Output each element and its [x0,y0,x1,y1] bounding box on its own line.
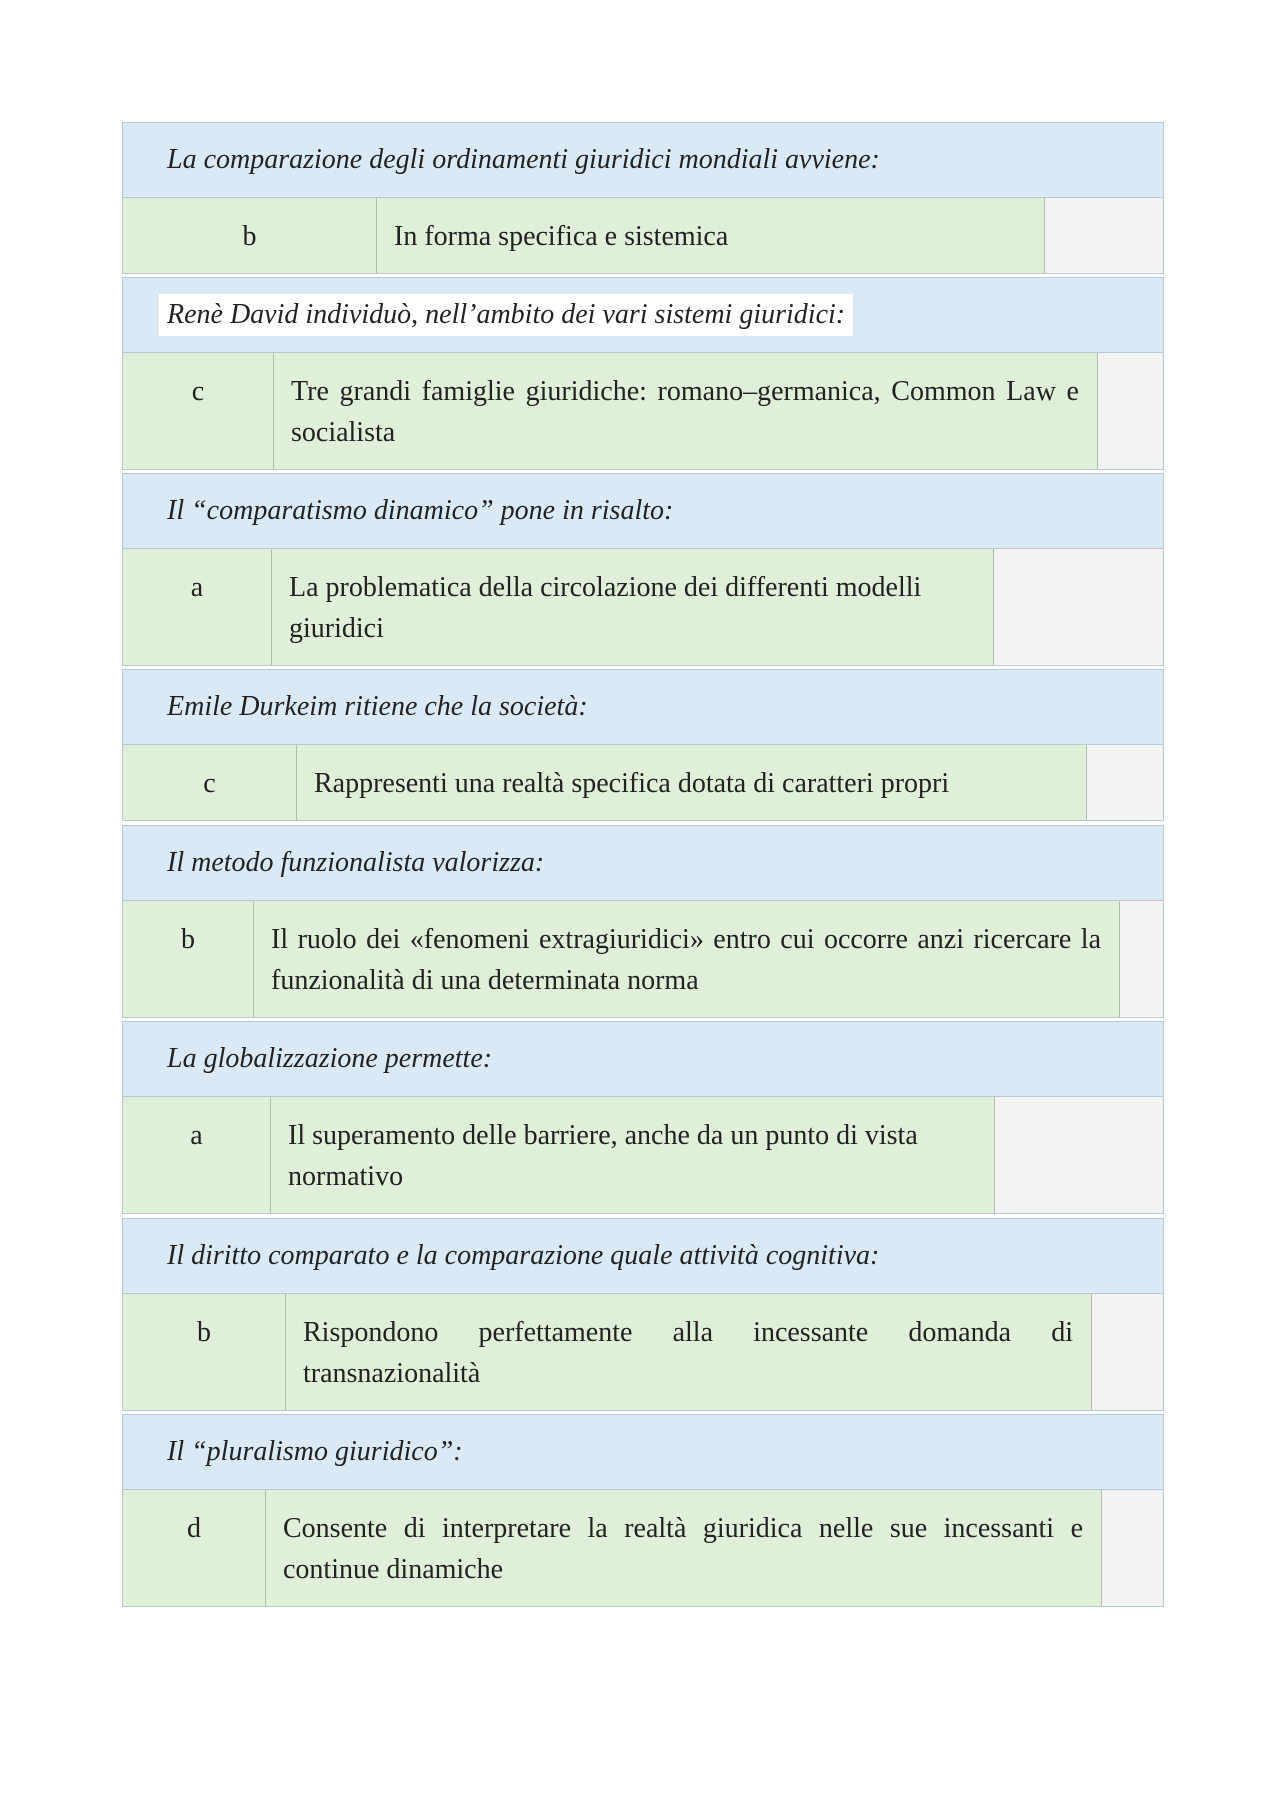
answer-letter: d [123,1490,266,1606]
question-text: La globalizzazione permette: [167,1043,493,1075]
question-row [122,1218,1164,1294]
question-row [122,473,1164,549]
question-text: Il “comparatismo dinamico” pone in risalto: [167,495,674,527]
answer-row [122,549,1164,666]
question-row [122,122,1164,198]
blank-cell [1092,1294,1163,1410]
answer-letter: c [123,353,274,469]
question-text: Renè David individuò, nell’ambito dei vari sistemi giuridici: [159,294,853,336]
answer-row [122,1097,1164,1214]
answer-letter: b [123,198,377,273]
answer-letter: a [123,1097,271,1213]
answer-text: Tre grandi famiglie giuridiche: romano–germanica, Common Law e socialista [274,353,1098,469]
answer-row [122,353,1164,470]
answer-text: La problematica della circolazione dei differenti modelli giuridici [272,549,994,665]
answer-row [122,198,1164,274]
qa-block [122,1218,1164,1411]
blank-cell [1087,745,1163,820]
qa-block [122,473,1164,666]
question-row [122,669,1164,745]
answer-row [122,1294,1164,1411]
blank-cell [1120,901,1163,1017]
qa-block [122,277,1164,470]
answer-letter: c [123,745,297,820]
question-text: La comparazione degli ordinamenti giuridici mondiali avviene: [167,144,880,176]
answer-text: Consente di interpretare la realtà giuridica nelle sue incessanti e continue dinamiche [266,1490,1102,1606]
question-row [122,277,1164,353]
question-text: Il metodo funzionalista valorizza: [167,847,545,879]
answer-text: Rappresenti una realtà specifica dotata di caratteri propri [297,745,1087,820]
answer-text: In forma specifica e sistemica [377,198,1045,273]
question-row [122,1021,1164,1097]
qa-block [122,122,1164,274]
answer-letter: b [123,901,254,1017]
blank-cell [994,549,1163,665]
answer-letter: b [123,1294,286,1410]
qa-block [122,1021,1164,1214]
answer-row [122,1490,1164,1607]
blank-cell [1045,198,1163,273]
answer-text: Il superamento delle barriere, anche da un punto di vista normativo [271,1097,995,1213]
answer-row [122,745,1164,821]
qa-block [122,1414,1164,1607]
question-text: Il “pluralismo giuridico”: [167,1436,463,1468]
answer-text: Rispondono perfettamente alla incessante domanda di transnazionalità [286,1294,1092,1410]
blank-cell [995,1097,1163,1213]
question-row [122,1414,1164,1490]
question-row [122,825,1164,901]
question-text: Il diritto comparato e la comparazione quale attività cognitiva: [167,1240,880,1272]
answer-letter: a [123,549,272,665]
answer-text: Il ruolo dei «fenomeni extragiuridici» entro cui occorre anzi ricercare la funzionalità di una determinata norma [254,901,1120,1017]
answer-row [122,901,1164,1018]
question-text: Emile Durkeim ritiene che la società: [167,691,588,723]
qa-block [122,669,1164,821]
blank-cell [1102,1490,1163,1606]
qa-block [122,825,1164,1018]
blank-cell [1098,353,1163,469]
